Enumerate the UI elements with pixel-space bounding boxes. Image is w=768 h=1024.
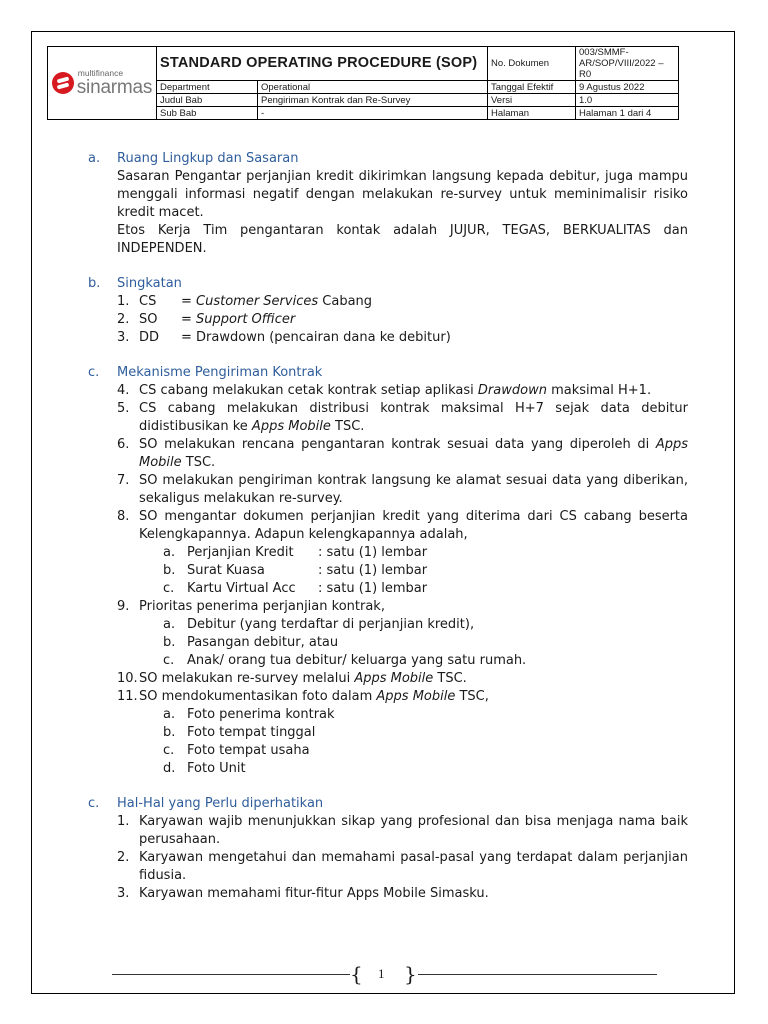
list-item [117, 436, 688, 472]
sub-list-letter: a. [163, 617, 176, 632]
document-body [88, 150, 688, 920]
list-number: 5. [117, 401, 130, 416]
abbr-term: SO [139, 312, 158, 327]
sub-item-term: Kartu Virtual Acc [187, 581, 296, 596]
item-text: SO melakukan re-survey melalui [139, 671, 355, 686]
section-paragraph: Etos Kerja Tim pengantaran kontak adalah JUJUR, TEGAS, BERKUALITAS dan INDEPENDEN. [117, 223, 688, 256]
list-item [117, 329, 688, 347]
list-number: 3. [117, 886, 130, 901]
sub-list-letter: d. [163, 761, 176, 776]
item-text: Karyawan mengetahui dan memahami pasal-pasal yang terdapat dalam perjanjian fidusia. [139, 850, 688, 883]
list-item [117, 311, 688, 329]
sub-item-text: Foto penerima kontrak [187, 707, 335, 722]
item-text: SO mendokumentasikan foto dalam [139, 689, 377, 704]
item-text: SO mengantar dokumen perjanjian kredit yang diterima dari CS cabang beserta Kelengkapannya. Adapun kelengkapannya adalah, [139, 509, 688, 542]
version-label: Versi [488, 94, 576, 107]
abbr-def-em: Customer Services [196, 294, 319, 309]
sub-list-letter: c. [163, 581, 175, 596]
item-text: Prioritas penerima perjanjian kontrak, [139, 599, 385, 614]
section-title: Ruang Lingkup dan Sasaran [117, 151, 299, 166]
list-item [117, 688, 688, 706]
page-footer [112, 962, 657, 986]
list-number: 9. [117, 599, 130, 614]
item-text-em: Apps Mobile [139, 437, 688, 470]
department-value: Operational [258, 81, 488, 94]
list-number: 2. [117, 850, 130, 865]
list-number: 4. [117, 383, 130, 398]
abbr-def: Drawdown (pencairan dana ke debitur) [196, 330, 451, 345]
item-text: Karyawan memahami fitur-fitur Apps Mobile Simasku. [139, 886, 489, 901]
chapter-title-label: Judul Bab [157, 94, 258, 107]
section-abbreviations [88, 275, 688, 347]
sub-list-item [163, 544, 688, 562]
item-text-em: Drawdown [477, 383, 547, 398]
sub-list [163, 706, 688, 778]
right-brace-icon: } [404, 962, 417, 986]
sub-item-term: Perjanjian Kredit [187, 545, 294, 560]
section-title: Hal-Hal yang Perlu diperhatikan [117, 796, 324, 811]
list-number: 10. [117, 671, 138, 686]
sub-list [163, 616, 688, 670]
list-number: 8. [117, 509, 130, 524]
section-scope [88, 150, 688, 258]
sub-list-item [163, 652, 688, 670]
abbr-equals: = [181, 294, 197, 309]
list-number: 11. [117, 689, 138, 704]
abbr-equals: = [181, 312, 197, 327]
list-item [117, 400, 688, 436]
sinarmas-logo-icon [52, 72, 74, 94]
item-text: TSC, [455, 689, 489, 704]
item-text: SO melakukan rencana pengantaran kontrak sesuai data yang diperoleh di [139, 437, 656, 452]
section-letter: b. [88, 276, 101, 291]
footer-rule-left [112, 974, 350, 975]
abbr-equals: = [181, 330, 197, 345]
sub-list [163, 544, 688, 598]
sub-list-item [163, 760, 688, 778]
abbr-def-em: Support Officer [196, 312, 296, 327]
item-text: TSC. [330, 419, 365, 434]
list-number: 6. [117, 437, 130, 452]
effective-date-value: 9 Agustus 2022 [576, 81, 679, 94]
sub-item-text: Foto tempat usaha [187, 743, 310, 758]
sub-list-letter: b. [163, 563, 176, 578]
page-value: Halaman 1 dari 4 [576, 107, 679, 120]
list-number: 2. [117, 312, 130, 327]
sub-list-item [163, 706, 688, 724]
effective-date-label: Tanggal Efektif [488, 81, 576, 94]
sub-item-value: : satu (1) lembar [318, 581, 428, 596]
sub-item-value: : satu (1) lembar [318, 563, 428, 578]
doc-no-label: No. Dokumen [488, 47, 576, 81]
list-number: 1. [117, 294, 130, 309]
list-number: 1. [117, 814, 130, 829]
item-text-em: Apps Mobile [354, 671, 434, 686]
sub-item-term: Surat Kuasa [187, 563, 265, 578]
sub-chapter-label: Sub Bab [157, 107, 258, 120]
list-item [117, 813, 688, 849]
section-contract-delivery [88, 364, 688, 778]
list-item [117, 849, 688, 885]
sub-list-letter: b. [163, 725, 176, 740]
list-item [117, 293, 688, 311]
page-label: Halaman [488, 107, 576, 120]
page-number: 1 [378, 966, 385, 981]
sub-list-item [163, 616, 688, 634]
sub-list-item [163, 634, 688, 652]
list-item [117, 508, 688, 544]
list-item [117, 598, 688, 616]
logo-name: sinarmas [76, 76, 153, 98]
item-text: CS cabang melakukan distribusi kontrak maksimal H+7 sejak data debitur didistibusikan ke [139, 401, 688, 434]
section-letter: c. [88, 365, 100, 380]
item-text-em: Apps Mobile [376, 689, 456, 704]
logo-subtitle: multifinance [77, 68, 124, 79]
item-text: TSC. [181, 455, 216, 470]
list-number: 7. [117, 473, 130, 488]
doc-no-value: 003/SMMF-AR/SOP/VIII/2022 – R0 [576, 47, 679, 81]
item-text: SO melakukan pengiriman kontrak langsung ke alamat sesuai data yang diberikan, sekaligus melakukan re-survey. [139, 473, 688, 506]
list-item [117, 472, 688, 508]
section-title: Singkatan [117, 276, 182, 291]
list-item [117, 885, 688, 903]
item-text-em: Apps Mobile [251, 419, 331, 434]
sub-list-item [163, 724, 688, 742]
sub-list-letter: a. [163, 545, 176, 560]
sub-item-text: Debitur (yang terdaftar di perjanjian kredit), [187, 617, 475, 632]
department-label: Department [157, 81, 258, 94]
sub-list-item [163, 580, 688, 598]
section-letter: c. [88, 796, 100, 811]
sub-item-text: Pasangan debitur, atau [187, 635, 339, 650]
sub-list-letter: b. [163, 635, 176, 650]
item-text: Karyawan wajib menunjukkan sikap yang profesional dan bisa menjaga nama baik perusahaan. [139, 814, 688, 847]
abbr-def: Cabang [318, 294, 373, 309]
list-item [117, 382, 688, 400]
footer-rule-right [418, 974, 657, 975]
sub-list-letter: a. [163, 707, 176, 722]
item-text: maksimal H+1. [546, 383, 652, 398]
item-text: TSC. [433, 671, 467, 686]
abbr-term: DD [139, 330, 160, 345]
list-number: 3. [117, 330, 130, 345]
section-paragraph: Sasaran Pengantar perjanjian kredit dikirimkan langsung kepada debitur, juga mampu menggali informasi negatif dengan melakukan re-survey untuk meminimalisir risiko kredit macet. [117, 169, 688, 220]
company-logo [48, 47, 157, 120]
sub-item-text: Foto tempat tinggal [187, 725, 316, 740]
item-text: CS cabang melakukan cetak kontrak setiap aplikasi [139, 383, 478, 398]
sub-list-item [163, 742, 688, 760]
section-notes [88, 795, 688, 903]
version-value: 1.0 [576, 94, 679, 107]
chapter-title-value: Pengiriman Kontrak dan Re-Survey [258, 94, 488, 107]
sub-item-value: : satu (1) lembar [318, 545, 428, 560]
list-item [117, 670, 688, 688]
section-title: Mekanisme Pengiriman Kontrak [117, 365, 323, 380]
section-letter: a. [88, 151, 101, 166]
abbr-term: CS [139, 294, 157, 309]
sub-list-item [163, 562, 688, 580]
sub-chapter-value: - [258, 107, 488, 120]
sub-item-text: Foto Unit [187, 761, 246, 776]
document-header-table [47, 46, 679, 120]
sub-list-letter: c. [163, 743, 175, 758]
sub-item-text: Anak/ orang tua debitur/ keluarga yang satu rumah. [187, 653, 527, 668]
left-brace-icon: { [350, 962, 363, 986]
sub-list-letter: c. [163, 653, 175, 668]
document-title: STANDARD OPERATING PROCEDURE (SOP) [157, 47, 488, 81]
